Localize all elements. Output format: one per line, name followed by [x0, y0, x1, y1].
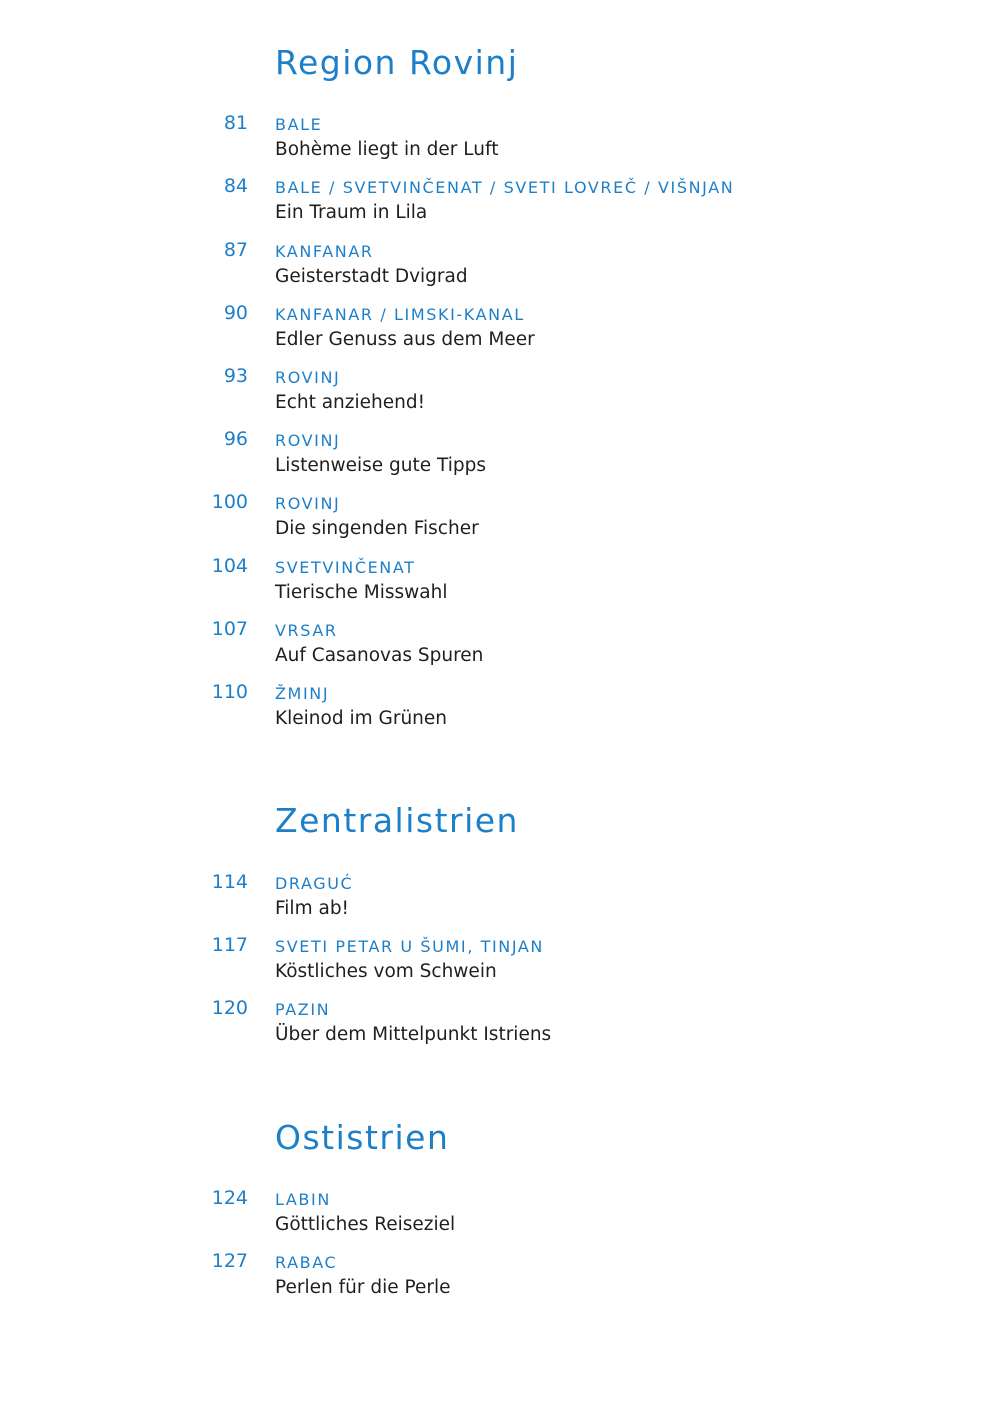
entry-page-number: 90	[223, 302, 248, 324]
entry-location: LABIN	[275, 1190, 331, 1209]
section-title: Ostistrien	[275, 1118, 450, 1157]
toc-entry[interactable]	[0, 1187, 993, 1246]
entry-title: Listenweise gute Tipps	[275, 455, 486, 476]
toc-entry[interactable]	[0, 934, 993, 993]
toc-entry[interactable]	[0, 239, 993, 298]
entry-title: Bohème liegt in der Luft	[275, 139, 499, 160]
entry-page-number: 120	[211, 997, 248, 1019]
toc-entry[interactable]	[0, 555, 993, 614]
toc-entry[interactable]	[0, 428, 993, 487]
entry-title: Köstliches vom Schwein	[275, 961, 497, 982]
entry-title: Edler Genuss aus dem Meer	[275, 329, 535, 350]
entry-title: Über dem Mittelpunkt Istriens	[275, 1024, 552, 1045]
entry-title: Geisterstadt Dvigrad	[275, 266, 468, 287]
section-title: Region Rovinj	[275, 43, 519, 82]
entry-page-number: 110	[211, 681, 248, 703]
entry-page-number: 84	[223, 175, 248, 197]
entry-page-number: 124	[211, 1187, 248, 1209]
entry-location: ROVINJ	[275, 368, 341, 387]
entry-page-number: 93	[223, 365, 248, 387]
entry-location: SVETI PETAR U ŠUMI, TINJAN	[275, 937, 544, 956]
entry-title: Tierische Misswahl	[275, 582, 448, 603]
entry-page-number: 127	[211, 1250, 248, 1272]
toc-entry[interactable]	[0, 618, 993, 677]
entry-title: Perlen für die Perle	[275, 1277, 451, 1298]
entry-location: PAZIN	[275, 1000, 331, 1019]
entry-location: SVETVINČENAT	[275, 558, 416, 577]
toc-entry[interactable]	[0, 175, 993, 234]
entry-page-number: 100	[211, 491, 248, 513]
toc-entry[interactable]	[0, 871, 993, 930]
entry-location: KANFANAR	[275, 242, 374, 261]
entry-location: VRSAR	[275, 621, 338, 640]
entry-location: DRAGUĆ	[275, 874, 354, 893]
entry-title: Die singenden Fischer	[275, 518, 479, 539]
entry-location: ROVINJ	[275, 431, 341, 450]
entry-title: Göttliches Reiseziel	[275, 1214, 456, 1235]
toc-entry[interactable]	[0, 491, 993, 550]
entry-location: ŽMINJ	[275, 684, 330, 703]
entry-page-number: 104	[211, 555, 248, 577]
toc-entry[interactable]	[0, 302, 993, 361]
entry-location: BALE / SVETVINČENAT / SVETI LOVREČ / VIŠNJAN	[275, 178, 735, 197]
entry-title: Film ab!	[275, 898, 349, 919]
toc-entry[interactable]	[0, 997, 993, 1056]
entry-location: BALE	[275, 115, 323, 134]
entry-title: Auf Casanovas Spuren	[275, 645, 484, 666]
entry-location: ROVINJ	[275, 494, 341, 513]
entry-page-number: 81	[223, 112, 248, 134]
entry-page-number: 114	[211, 871, 248, 893]
toc-entry[interactable]	[0, 112, 993, 171]
entry-page-number: 107	[211, 618, 248, 640]
toc-entry[interactable]	[0, 365, 993, 424]
entry-title: Echt anziehend!	[275, 392, 426, 413]
entry-location: RABAC	[275, 1253, 338, 1272]
entry-page-number: 87	[223, 239, 248, 261]
toc-entry[interactable]	[0, 681, 993, 740]
entry-page-number: 96	[223, 428, 248, 450]
entry-title: Ein Traum in Lila	[275, 202, 428, 223]
entry-location: KANFANAR / LIMSKI-KANAL	[275, 305, 525, 324]
entry-page-number: 117	[211, 934, 248, 956]
entry-title: Kleinod im Grünen	[275, 708, 448, 729]
section-title: Zentralistrien	[275, 801, 519, 840]
toc-entry[interactable]	[0, 1250, 993, 1309]
